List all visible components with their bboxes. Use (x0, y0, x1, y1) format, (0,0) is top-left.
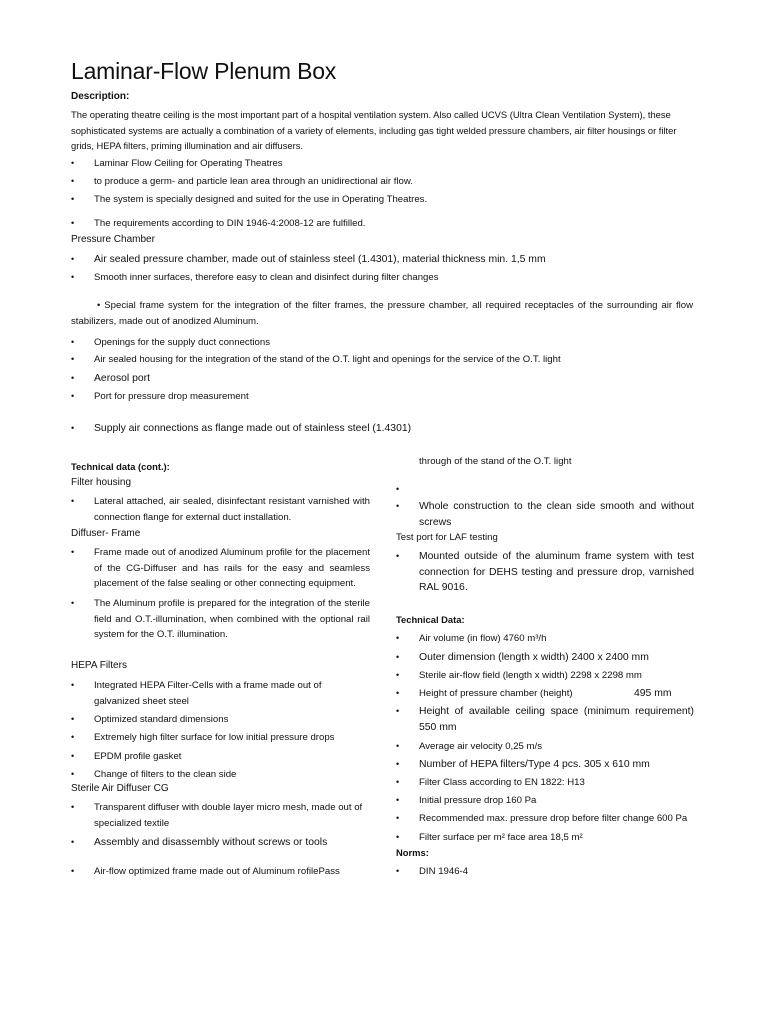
bullet-text: Air-flow optimized frame made out of Aluminum rofilePass (94, 866, 340, 877)
bullet-icon: • (71, 254, 75, 264)
bullet-text: Outer dimension (length x width) 2400 x 2400 mm (419, 652, 649, 663)
bullet-text: Height of pressure chamber (height) (419, 688, 573, 699)
bullet-icon: • (396, 741, 400, 751)
bullet-icon: • (71, 194, 75, 204)
bullet-icon: • (396, 484, 400, 494)
bullet-text: Height of available ceiling space (minimum requirement) 550 mm (419, 706, 694, 733)
bullet-icon: • (71, 176, 75, 186)
bullet-text: Filter Class according to EN 1822: H13 (419, 777, 585, 788)
filter-housing-bullet (71, 494, 370, 526)
bullet-text: Aerosol port (94, 373, 151, 384)
sterile-air-diffuser-heading: Sterile Air Diffuser CG (71, 783, 169, 794)
bullet-icon: • (396, 813, 400, 823)
description-heading: Description: (71, 91, 130, 102)
bullet-icon: • (396, 777, 400, 787)
bullet-text: Supply air connections as flange made out of stainless steel (1.4301) (94, 423, 412, 434)
bullet-icon: • (71, 547, 75, 557)
bullet-icon: • (396, 688, 400, 698)
bullet-icon: • (71, 769, 75, 779)
bullet-text: Port for pressure drop measurement (94, 391, 249, 402)
bullet-icon: • (97, 300, 101, 311)
bullet-text: Average air velocity 0,25 m/s (419, 741, 542, 752)
bullet-text: The system is specially designed and suited for the use in Operating Theatres. (94, 194, 428, 205)
continuation-text: through of the stand of the O.T. light (419, 456, 572, 467)
bullet-icon: • (71, 837, 75, 847)
bullet-icon: • (396, 633, 400, 643)
bullet-text: Whole construction to the clean side smooth and without screws (419, 501, 694, 528)
hepa-filters-heading: HEPA Filters (71, 660, 127, 671)
bullet-icon: • (71, 373, 75, 383)
bullet-icon: • (396, 866, 400, 876)
bullet-text: Air sealed pressure chamber, made out of stainless steel (1.4301), material thickness min. 1,5 mm (94, 254, 546, 265)
diffuser-frame-bullet (71, 545, 370, 593)
bullet-text: Laminar Flow Ceiling for Operating Theatres (94, 158, 283, 169)
bullet-text: Sterile air-flow field (length x width) 2298 x 2298 mm (419, 670, 642, 681)
bullet-icon: • (396, 706, 400, 716)
bullet-icon: • (396, 652, 400, 662)
norms-heading: Norms: (396, 847, 429, 858)
diffuser-frame-heading: Diffuser- Frame (71, 528, 141, 539)
bullet-text: DIN 1946-4 (419, 866, 469, 877)
bullet-icon: • (396, 795, 400, 805)
bullet-icon: • (71, 751, 75, 761)
bullet-text: Transparent diffuser with double layer micro mesh, made out of specialized textile (94, 802, 363, 829)
bullet-text: Frame made out of anodized Aluminum profile for the placement of the CG-Diffuser and has rails for the easy and seamless placement of the false sealing or other connecting equipment. (94, 547, 370, 589)
bullet-icon: • (71, 496, 75, 506)
diffuser-bullet (71, 800, 370, 832)
bullet-icon: • (71, 158, 75, 168)
bullet-text: Number of HEPA filters/Type 4 pcs. 305 x 610 mm (419, 759, 650, 770)
hepa-bullet (71, 678, 370, 710)
bullet-text: Mounted outside of the aluminum frame system with test connection for DEHS testing and pressure drop, varnished RAL 9016. (419, 551, 694, 593)
bullet-icon: • (396, 670, 400, 680)
technical-data-heading: Technical Data: (396, 614, 465, 625)
construction-bullet (396, 499, 694, 531)
bullet-text: Change of filters to the clean side (94, 769, 237, 780)
diffuser-frame-bullet (71, 596, 370, 644)
filter-housing-heading: Filter housing (71, 477, 132, 488)
bullet-icon: • (71, 732, 75, 742)
bullet-icon: • (71, 680, 75, 690)
bullet-text: Assembly and disassembly without screws or tools (94, 837, 328, 848)
bullet-text: The Aluminum profile is prepared for the integration of the sterile field and O.T.-illumination, when combined with the optional rail system for the O.T. illumination. (94, 598, 370, 640)
bullet-icon: • (71, 272, 75, 282)
bullet-icon: • (71, 354, 75, 364)
bullet-icon: • (71, 391, 75, 401)
bullet-text: Air sealed housing for the integration of the stand of the O.T. light and openings for the service of the O.T. light (94, 354, 561, 365)
test-port-bullet (396, 549, 694, 597)
pressure-chamber-bullet-frame (71, 298, 693, 329)
tech-cont-heading: Technical data (cont.): (71, 461, 170, 472)
document-title: Laminar-Flow Plenum Box (71, 58, 337, 84)
description-text: The operating theatre ceiling is the most important part of a hospital ventilation system. Also called UCVS (Ultra Clean Ventilation System), these sophisticated systems are actually a combination of a variety of elements, including gas tight welded pressure chambers, air filter housings or filter grids, HEPA filters, priming illumination and air diffusers. (71, 109, 677, 151)
bullet-icon: • (71, 218, 75, 228)
bullet-icon: • (71, 598, 75, 608)
bullet-text: Smooth inner surfaces, therefore easy to clean and disinfect during filter changes (94, 272, 439, 283)
bullet-icon: • (71, 802, 75, 812)
bullet-text: Integrated HEPA Filter-Cells with a frame made out of galvanized sheet steel (94, 680, 322, 707)
bullet-text: Recommended max. pressure drop before filter change 600 Pa (419, 813, 688, 824)
bullet-text: to produce a germ- and particle lean area through an unidirectional air flow. (94, 176, 413, 187)
bullet-text: Openings for the supply duct connections (94, 337, 270, 348)
bullet-text: Initial pressure drop 160 Pa (419, 795, 537, 806)
bullet-icon: • (396, 832, 400, 842)
pressure-chamber-heading: Pressure Chamber (71, 234, 155, 245)
bullet-text: Optimized standard dimensions (94, 714, 229, 725)
test-port-heading: Test port for LAF testing (396, 532, 498, 543)
bullet-icon: • (396, 501, 400, 511)
chamber-height-value: 495 mm (634, 688, 672, 699)
bullet-text: The requirements according to DIN 1946-4:2008-12 are fulfilled. (94, 218, 366, 229)
tech-item (396, 704, 694, 736)
bullet-icon: • (71, 714, 75, 724)
bullet-icon: • (396, 759, 400, 769)
bullet-text: Extremely high filter surface for low initial pressure drops (94, 732, 335, 743)
bullet-icon: • (396, 551, 400, 561)
bullet-text: Special frame system for the integration of the filter frames, the pressure chamber, all required receptacles of the surrounding air flow stabilizers, made out of anodized Aluminum. (71, 300, 694, 327)
bullet-icon: • (71, 423, 75, 433)
bullet-text: Filter surface per m² face area 18,5 m² (419, 832, 583, 843)
bullet-icon: • (71, 337, 75, 347)
bullet-text: Air volume (in flow) 4760 m³/h (419, 633, 547, 644)
bullet-text: EPDM profile gasket (94, 751, 182, 762)
bullet-icon: • (71, 866, 75, 876)
bullet-text: Lateral attached, air sealed, disinfectant resistant varnished with connection flange for external duct installation. (94, 496, 370, 523)
